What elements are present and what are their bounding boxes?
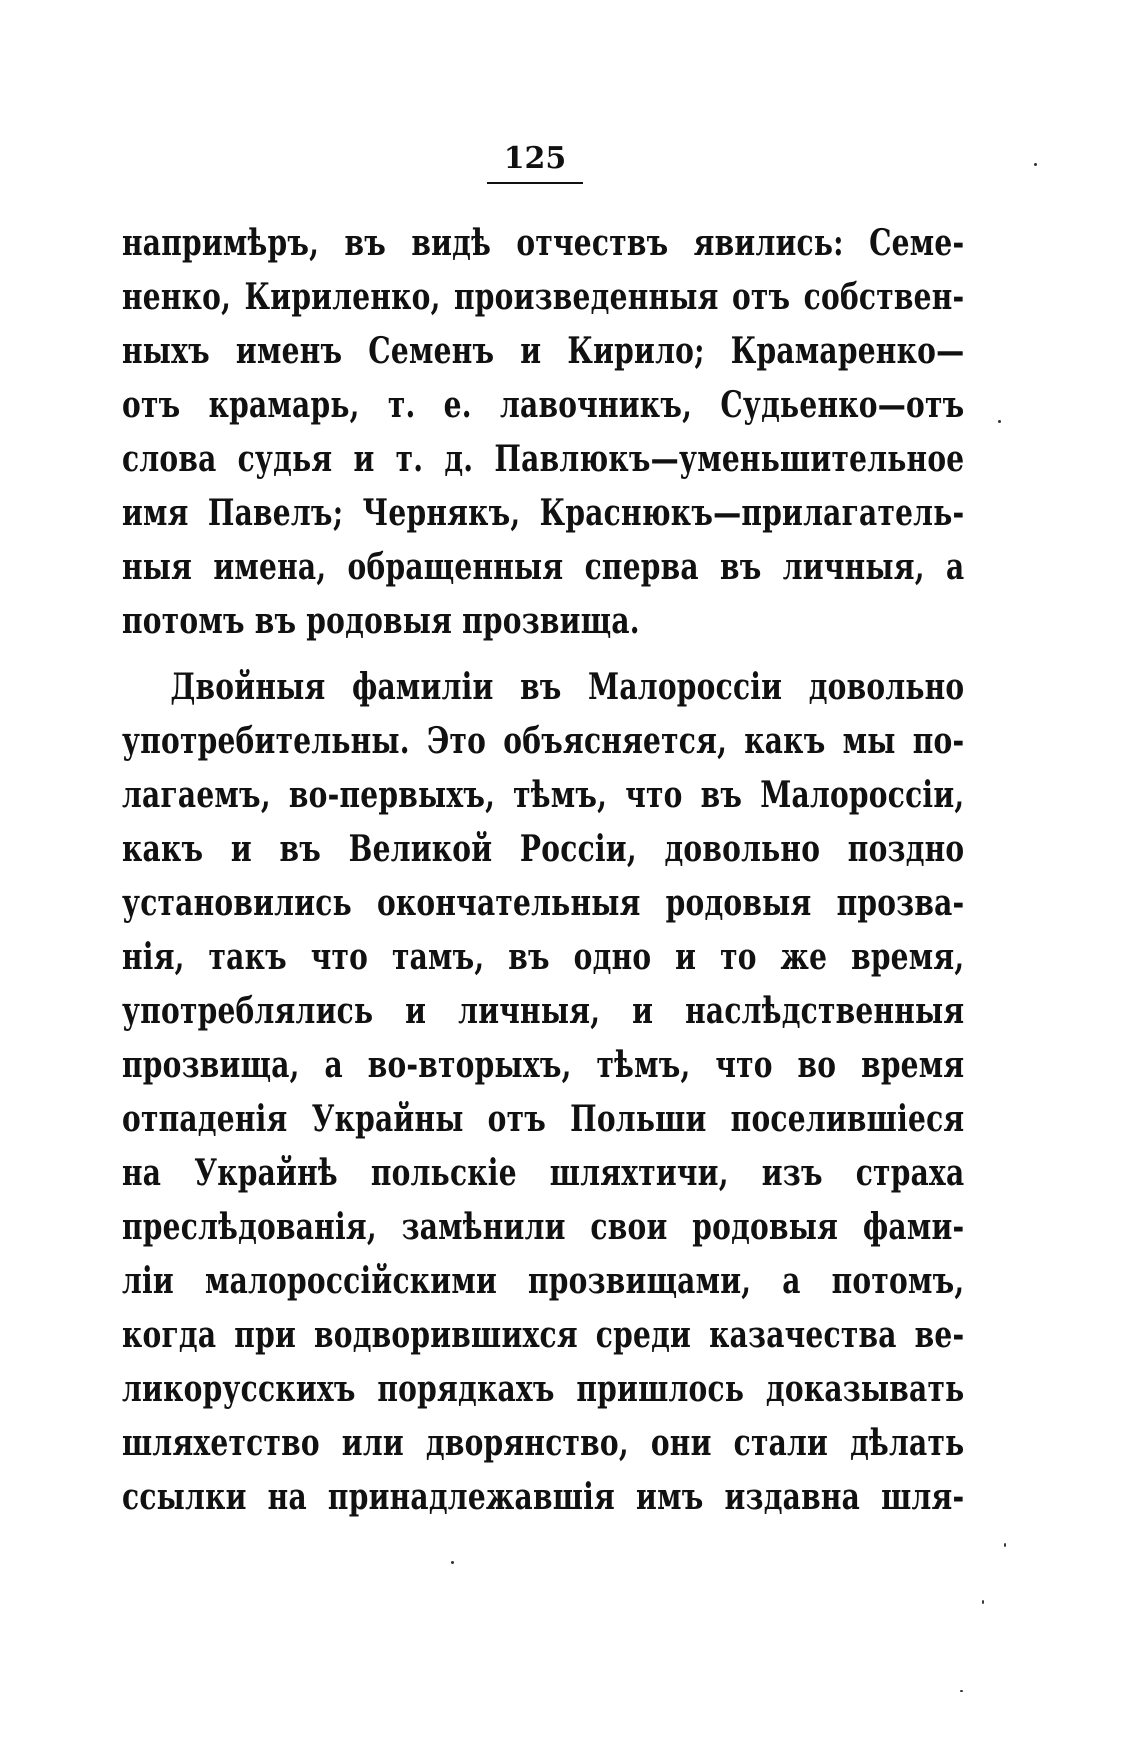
text-line: установились окончательныя родовыя прозва- [122,882,965,924]
text-line: ліи малороссійскими прозвищами, а потомъ, [122,1260,965,1302]
page-number-rule [487,182,583,184]
text-line: ненко, Кириленко, произведенныя отъ собствен- [122,276,965,318]
scan-speck [960,1690,963,1692]
paragraph-gap [122,648,964,660]
text-line: употребительны. Это объясняется, какъ мы по- [122,720,965,762]
scan-speck [1004,1543,1006,1547]
paragraph-2 [122,660,964,1524]
text-line: когда при водворившихся среди казачества ве- [122,1314,965,1356]
text-line: какъ и въ Великой Россіи, довольно поздно [122,828,965,870]
text-line: Двойныя фамиліи въ Малороссіи довольно [170,666,965,708]
paragraph-1 [122,216,964,648]
body-text [122,216,964,1524]
text-line: шляхетство или дворянство, они стали дѣлать [122,1422,965,1464]
text-line: прозвища, а во-вторыхъ, тѣмъ, что во время [122,1044,965,1086]
text-line: на Украйнѣ польскіе шляхтичи, изъ страха [122,1152,965,1194]
page-number: 125 [503,141,567,176]
text-line: лагаемъ, во-первыхъ, тѣмъ, что въ Малороссіи, [122,774,965,816]
text-line: ныя имена, обращенныя сперва въ личныя, а [122,546,965,588]
scan-speck [1034,163,1037,166]
text-line: ликорусскихъ порядкахъ пришлось доказывать [122,1368,965,1410]
text-line: имя Павелъ; Чернякъ, Краснюкъ—прилагатель- [122,492,965,534]
scan-speck [982,1600,984,1604]
text-line: нія, такъ что тамъ, въ одно и то же время, [122,936,965,978]
text-line: употреблялись и личныя, и наслѣдственныя [122,990,965,1032]
text-line: отпаденія Украйны отъ Польши поселившіеся [122,1098,965,1140]
text-line: преслѣдованія, замѣнили свои родовыя фами- [122,1206,965,1248]
text-line: ныхъ именъ Семенъ и Кирило; Крамаренко— [122,330,965,372]
text-line: слова судья и т. д. Павлюкъ—уменьшительное [122,438,965,480]
text-line: напримѣръ, въ видѣ отчествъ явились: Семе- [122,222,965,264]
text-line: потомъ въ родовыя прозвища. [122,600,640,642]
text-line: ссылки на принадлежавшія имъ издавна шля- [122,1476,965,1518]
scan-speck [451,1561,454,1564]
scan-speck [998,420,1001,423]
text-line: отъ крамарь, т. е. лавочникъ, Судьенко—отъ [122,384,965,426]
